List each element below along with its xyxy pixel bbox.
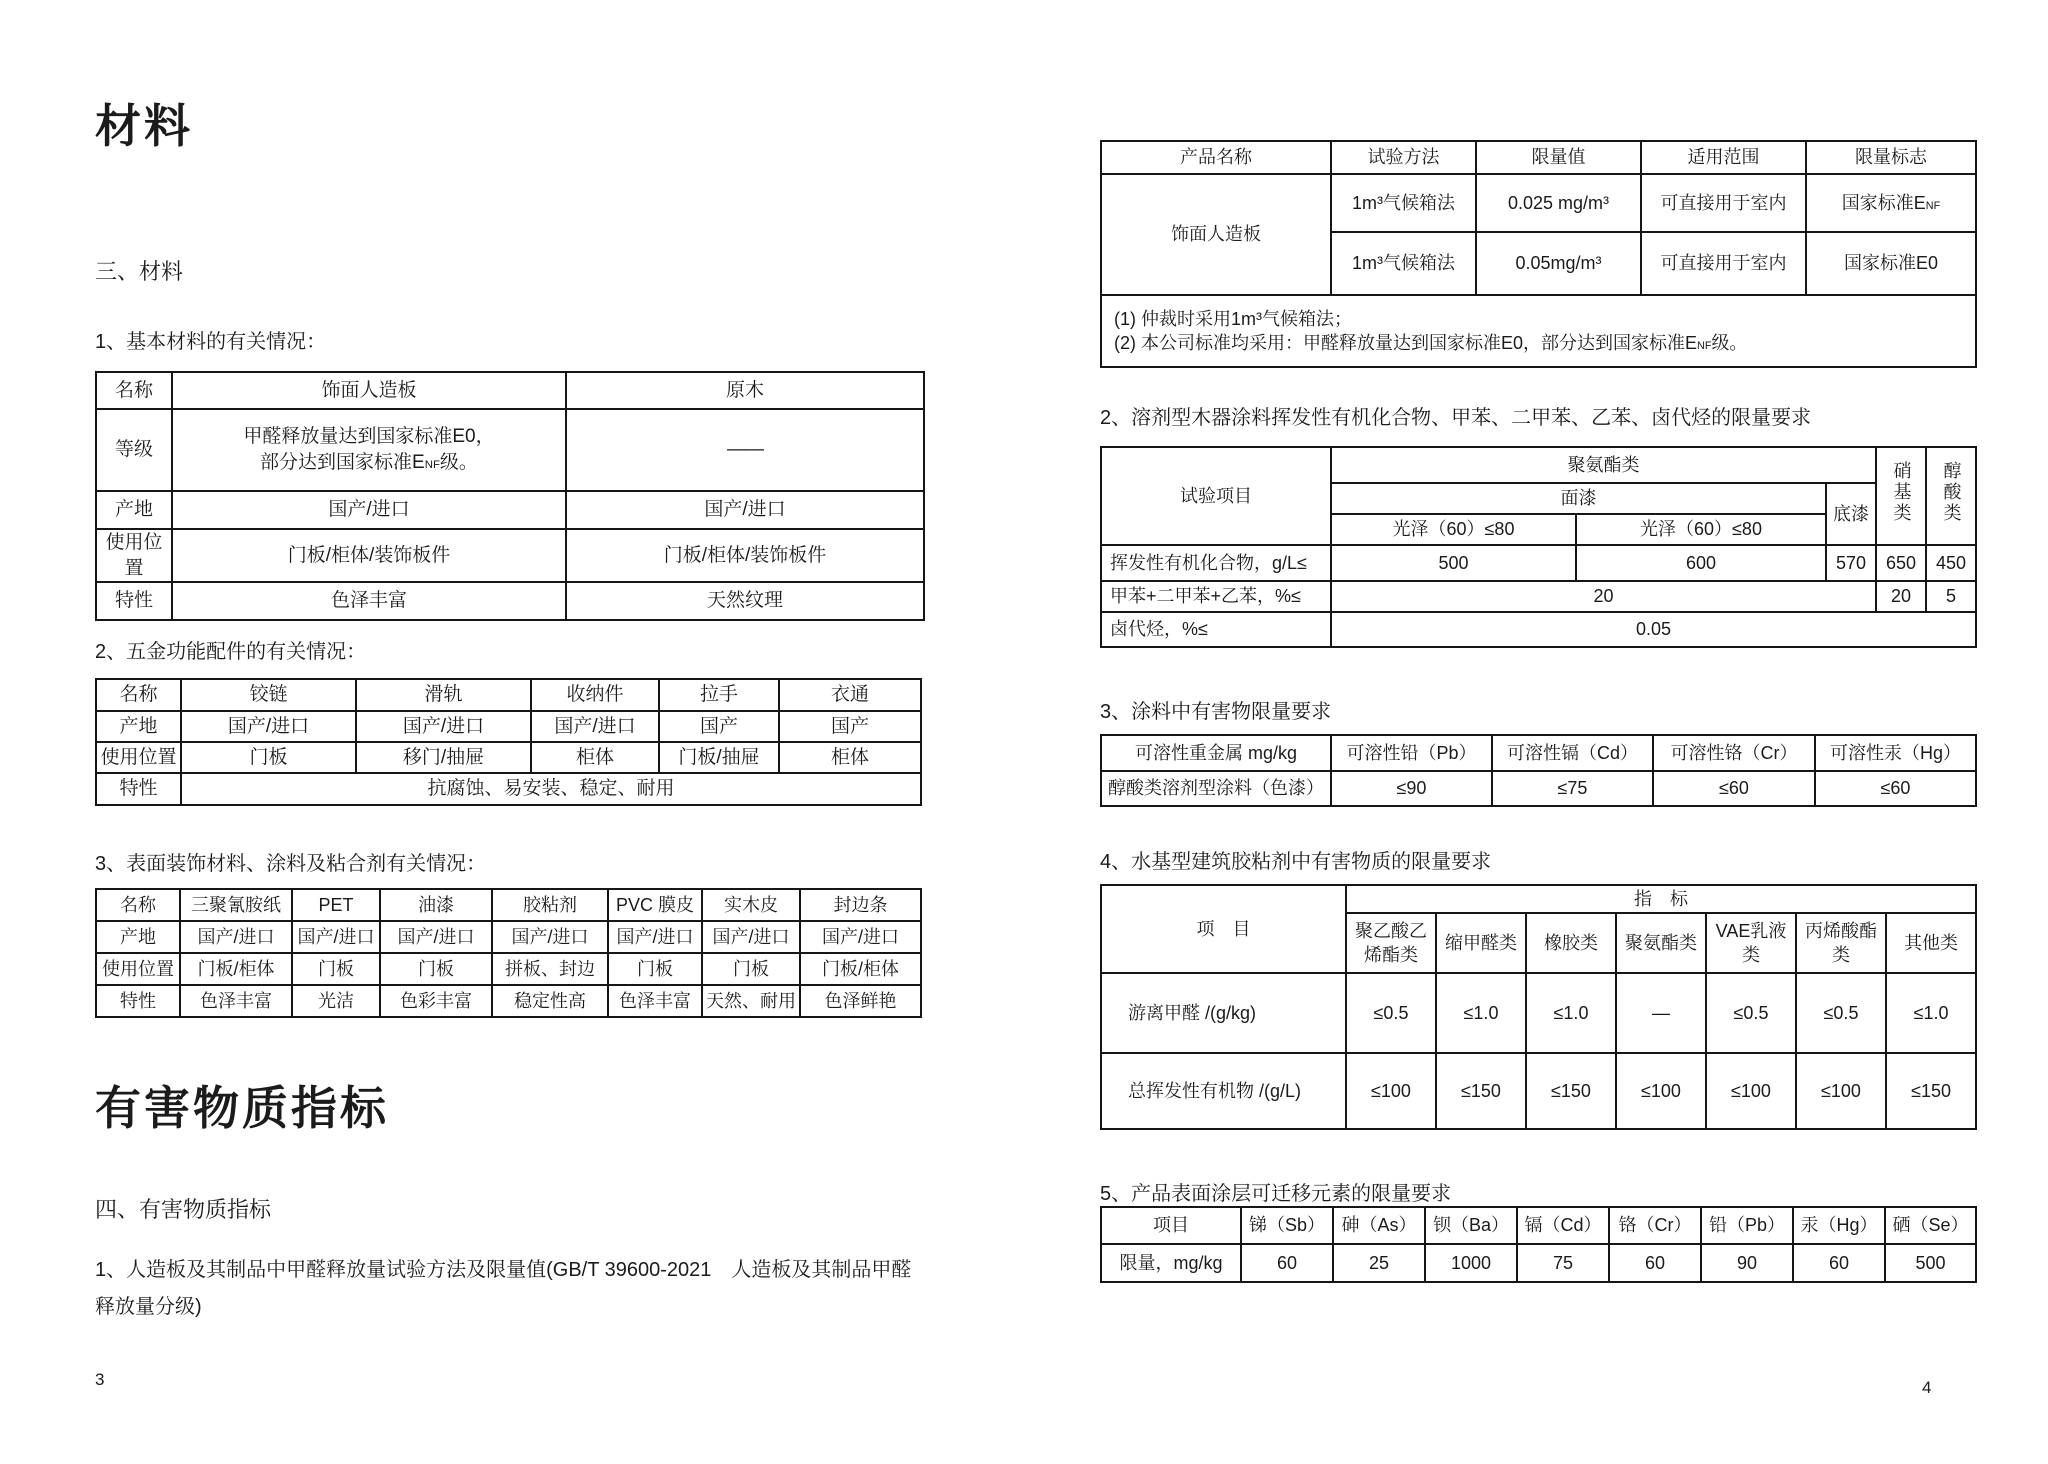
value-cell: 移门/抽屉 (356, 742, 531, 773)
col-header-cell: 试验方法 (1331, 141, 1476, 174)
table-row (96, 985, 921, 1017)
adhesive-table (1100, 884, 1977, 1130)
value-cell: ≤1.0 (1886, 973, 1976, 1053)
col-header-cell: 适用范围 (1641, 141, 1806, 174)
table-row (96, 372, 924, 409)
note-2 (1114, 331, 1963, 355)
col-header-cell: 硒（Se） (1885, 1207, 1976, 1244)
col-header-cell: 封边条 (800, 889, 921, 921)
grade-line-2-text: 部分达到国家标准E (260, 452, 425, 473)
value-cell: 国产/进口 (608, 921, 702, 953)
table-row (96, 921, 921, 953)
col-header-cell: 光泽（60）≤80 (1331, 514, 1576, 545)
table-row (1101, 581, 1976, 612)
page-number-right: 4 (1922, 1378, 1932, 1397)
value-cell: 国产/进口 (180, 921, 292, 953)
table-row (1101, 447, 1976, 483)
value-cell: ≤60 (1653, 771, 1815, 806)
value-cell: 抗腐蚀、易安装、稳定、耐用 (181, 773, 921, 805)
value-cell: 60 (1609, 1244, 1701, 1282)
coating-metals-title: 3、涂料中有害物限量要求 (1100, 701, 1332, 723)
section-3-heading: 三、材料 (95, 259, 184, 284)
value-cell: ≤0.5 (1706, 973, 1796, 1053)
col-header-cell: 名称 (96, 372, 172, 409)
value-cell: 光洁 (292, 985, 380, 1017)
value-cell: 天然、耐用 (702, 985, 800, 1017)
col-header-cell: 橡胶类 (1526, 913, 1616, 973)
hardware-table (95, 678, 922, 806)
table-row (1101, 545, 1976, 581)
row-label-cell: 等级 (96, 409, 172, 491)
mark-text: 国家标准E (1841, 192, 1926, 213)
table-notes-cell (1101, 295, 1976, 367)
grade-cell (172, 409, 566, 491)
value-cell: 拼板、封边 (492, 953, 608, 985)
value-cell: 60 (1793, 1244, 1885, 1282)
value-cell: 国产/进口 (566, 491, 924, 529)
value-cell: 90 (1701, 1244, 1793, 1282)
col-header-cell: 项 目 (1101, 885, 1346, 973)
table-row (1101, 612, 1976, 647)
value-cell: ≤150 (1526, 1053, 1616, 1129)
product-name-cell: 饰面人造板 (1101, 174, 1331, 295)
value-cell: 25 (1333, 1244, 1425, 1282)
value-cell: ≤100 (1346, 1053, 1436, 1129)
row-label-cell: 甲苯+二甲苯+乙苯，%≤ (1101, 581, 1331, 612)
nitro-vertical-label: 硝基类 (1891, 461, 1912, 525)
value-cell: 570 (1826, 545, 1876, 581)
table-row (96, 711, 921, 742)
page-number-left: 3 (95, 1370, 105, 1389)
value-cell: 门板 (292, 953, 380, 985)
value-cell: 门板 (181, 742, 356, 773)
value-cell: 0.025 mg/m³ (1476, 174, 1641, 232)
table-row (1101, 1207, 1976, 1244)
col-header-cell: 收纳件 (531, 679, 659, 711)
row-label-cell: 产地 (96, 711, 181, 742)
value-cell: 色泽鲜艳 (800, 985, 921, 1017)
value-cell: 600 (1576, 545, 1826, 581)
col-header-cell: 产品名称 (1101, 141, 1331, 174)
col-header-cell: 饰面人造板 (172, 372, 566, 409)
col-header-cell: 缩甲醛类 (1436, 913, 1526, 973)
row-label-cell: 产地 (96, 491, 172, 529)
col-header-cell: 光泽（60）≤80 (1576, 514, 1826, 545)
value-cell: 门板 (380, 953, 492, 985)
value-cell: 国产/进口 (172, 491, 566, 529)
col-header-cell: VAE乳液类 (1706, 913, 1796, 973)
value-cell: 国产/进口 (292, 921, 380, 953)
table-row (96, 491, 924, 529)
value-cell: ≤100 (1706, 1053, 1796, 1129)
value-cell: 可直接用于室内 (1641, 232, 1806, 295)
value-cell: 可直接用于室内 (1641, 174, 1806, 232)
value-cell: 500 (1331, 545, 1576, 581)
value-cell: ≤90 (1331, 771, 1492, 806)
row-label-cell: 挥发性有机化合物，g/L≤ (1101, 545, 1331, 581)
value-cell: 国家标准E0 (1806, 232, 1976, 295)
row-label-cell: 产地 (96, 921, 180, 953)
migratable-elements-table (1100, 1206, 1977, 1283)
section-4-heading: 四、有害物质指标 (95, 1197, 272, 1222)
formaldehyde-method-paragraph: 1、人造板及其制品中甲醛释放量试验方法及限量值(GB/T 39600-2021 人造板及其制品甲醛释放量分级) (95, 1259, 912, 1318)
col-header-cell: 汞（Hg） (1793, 1207, 1885, 1244)
col-header-cell: 砷（As） (1333, 1207, 1425, 1244)
table-row (1101, 141, 1976, 174)
value-cell: 1000 (1425, 1244, 1517, 1282)
col-header-cell: 可溶性铅（Pb） (1331, 735, 1492, 771)
note-2-subscript: NF (1697, 340, 1712, 352)
value-cell: 门板 (608, 953, 702, 985)
col-header-cell: 油漆 (380, 889, 492, 921)
value-cell: 门板/柜体/装饰板件 (566, 529, 924, 582)
value-cell: ≤150 (1436, 1053, 1526, 1129)
col-header-cell: 镉（Cd） (1517, 1207, 1609, 1244)
value-cell: 60 (1241, 1244, 1333, 1282)
col-header-cell: 衣通 (779, 679, 921, 711)
col-header-cell: 底漆 (1826, 483, 1876, 545)
col-header-cell: 可溶性镉（Cd） (1492, 735, 1653, 771)
col-header-cell: PVC 膜皮 (608, 889, 702, 921)
value-cell: 门板/柜体/装饰板件 (172, 529, 566, 582)
value-cell: ≤100 (1616, 1053, 1706, 1129)
table-row (1101, 771, 1976, 806)
value-cell: ≤0.5 (1346, 973, 1436, 1053)
col-header-cell: 锑（Sb） (1241, 1207, 1333, 1244)
value-cell: 20 (1331, 581, 1876, 612)
col-header-cell: 可溶性汞（Hg） (1815, 735, 1976, 771)
col-header-cell: 钡（Ba） (1425, 1207, 1517, 1244)
page-title-hazardous: 有害物质指标 (95, 1082, 389, 1134)
row-label-cell: 限量，mg/kg (1101, 1244, 1241, 1282)
col-header-cell: 铅（Pb） (1701, 1207, 1793, 1244)
col-header-cell: 可溶性重金属 mg/kg (1101, 735, 1331, 771)
value-cell: 柜体 (779, 742, 921, 773)
col-header-cell: 聚氨酯类 (1616, 913, 1706, 973)
mark-subscript: NF (1925, 199, 1941, 212)
coating-metals-table (1100, 734, 1977, 807)
mark-cell (1806, 174, 1976, 232)
value-cell: 650 (1876, 545, 1926, 581)
basic-materials-label: 1、基本材料的有关情况： (95, 331, 327, 353)
page-title-materials: 材料 (95, 100, 193, 152)
value-cell: — (1616, 973, 1706, 1053)
value-cell: 1m³气候箱法 (1331, 174, 1476, 232)
grade-line-2-tail: 级。 (439, 452, 478, 473)
value-cell: 20 (1876, 581, 1926, 612)
col-header-cell: 拉手 (659, 679, 779, 711)
col-header-cell: 铰链 (181, 679, 356, 711)
value-cell: 国产/进口 (356, 711, 531, 742)
solvent-voc-table (1100, 446, 1977, 648)
col-header-cell: 名称 (96, 679, 181, 711)
value-cell: 1m³气候箱法 (1331, 232, 1476, 295)
value-cell: 国产/进口 (531, 711, 659, 742)
adhesive-title: 4、水基型建筑胶粘剂中有害物质的限量要求 (1100, 851, 1492, 873)
col-header-cell: 丙烯酸酯类 (1796, 913, 1886, 973)
col-header-cell: 其他类 (1886, 913, 1976, 973)
col-header-cell: 滑轨 (356, 679, 531, 711)
table-row (96, 679, 921, 711)
value-cell: 5 (1926, 581, 1976, 612)
note-2-text: (2) 本公司标准均采用：甲醛释放量达到国家标准E0，部分达到国家标准E (1114, 333, 1698, 353)
row-label-cell: 卤代烃，%≤ (1101, 612, 1331, 647)
grade-subscript: NF (424, 459, 440, 471)
value-cell: 国产/进口 (380, 921, 492, 953)
col-header-cell: 名称 (96, 889, 180, 921)
table-row (1101, 1244, 1976, 1282)
row-label-cell: 特性 (96, 773, 181, 805)
value-cell: 国产 (779, 711, 921, 742)
note-1: (1) 仲裁时采用1m³气候箱法； (1114, 308, 1352, 329)
col-header-cell: 面漆 (1331, 483, 1826, 514)
value-cell: 门板/抽屉 (659, 742, 779, 773)
basic-materials-table (95, 371, 925, 621)
surface-materials-table (95, 888, 922, 1018)
col-header-cell: 铬（Cr） (1609, 1207, 1701, 1244)
value-cell: ≤1.0 (1526, 973, 1616, 1053)
value-cell: 500 (1885, 1244, 1976, 1282)
value-cell: 国产/进口 (181, 711, 356, 742)
value-cell: 国产 (659, 711, 779, 742)
col-header-cell: 原木 (566, 372, 924, 409)
row-label-cell: 使用位置 (96, 953, 180, 985)
value-cell: 色泽丰富 (608, 985, 702, 1017)
col-header-cell: 可溶性铬（Cr） (1653, 735, 1815, 771)
surface-materials-label: 3、表面装饰材料、涂料及粘合剂有关情况： (95, 853, 487, 875)
value-cell: 国产/进口 (800, 921, 921, 953)
table-row (96, 582, 924, 620)
col-header-cell: 指 标 (1346, 885, 1976, 913)
value-cell: 门板/柜体 (800, 953, 921, 985)
value-cell: 国产/进口 (492, 921, 608, 953)
row-label-cell: 使用位置 (96, 529, 172, 582)
table-row (1101, 973, 1976, 1053)
note-2-tail: 级。 (1711, 333, 1748, 353)
value-cell: 稳定性高 (492, 985, 608, 1017)
left-page (95, 0, 927, 1464)
value-cell: 75 (1517, 1244, 1609, 1282)
col-header-cell: PET (292, 889, 380, 921)
col-header-cell: 限量值 (1476, 141, 1641, 174)
value-cell: 450 (1926, 545, 1976, 581)
table-row (96, 529, 924, 582)
row-label-cell: 游离甲醛 /(g/kg) (1101, 973, 1346, 1053)
row-label-cell: 总挥发性有机物 /(g/L) (1101, 1053, 1346, 1129)
value-cell: 0.05 (1331, 612, 1976, 647)
value-cell: ≤75 (1492, 771, 1653, 806)
value-cell: 色泽丰富 (180, 985, 292, 1017)
value-cell: 天然纹理 (566, 582, 924, 620)
col-header-cell: 实木皮 (702, 889, 800, 921)
alkyd-vertical-label: 醇酸类 (1941, 461, 1962, 525)
table-row (1101, 735, 1976, 771)
value-cell: ≤100 (1796, 1053, 1886, 1129)
col-header-cell (1926, 447, 1976, 545)
table-row (96, 773, 921, 805)
col-header-cell: 试验项目 (1101, 447, 1331, 545)
value-cell: 门板 (702, 953, 800, 985)
row-label-cell: 特性 (96, 582, 172, 620)
row-label-cell: 醇酸类溶剂型涂料（色漆） (1101, 771, 1331, 806)
value-cell: 色泽丰富 (172, 582, 566, 620)
table-row (96, 742, 921, 773)
value-cell: 色彩丰富 (380, 985, 492, 1017)
value-cell: ≤150 (1886, 1053, 1976, 1129)
grade-line-2 (176, 450, 562, 476)
row-label-cell: 使用位置 (96, 742, 181, 773)
table-row (96, 953, 921, 985)
col-header-cell: 胶粘剂 (492, 889, 608, 921)
hardware-label: 2、五金功能配件的有关情况： (95, 641, 367, 663)
right-page (1100, 0, 1975, 1464)
formaldehyde-limit-table (1100, 140, 1977, 368)
grade-line-1: 甲醛释放量达到国家标准E0， (243, 426, 495, 448)
table-row (1101, 1053, 1976, 1129)
table-row (96, 889, 921, 921)
value-cell: ≤1.0 (1436, 973, 1526, 1053)
col-header-cell: 项目 (1101, 1207, 1241, 1244)
value-cell: 门板/柜体 (180, 953, 292, 985)
value-cell: ≤60 (1815, 771, 1976, 806)
value-cell: 0.05mg/m³ (1476, 232, 1641, 295)
row-label-cell: 特性 (96, 985, 180, 1017)
table-row (96, 409, 924, 491)
col-header-cell (1876, 447, 1926, 545)
empty-dash-cell: —— (566, 409, 924, 491)
value-cell: ≤0.5 (1796, 973, 1886, 1053)
table-row (1101, 174, 1976, 232)
table-row (1101, 885, 1976, 913)
value-cell: 国产/进口 (702, 921, 800, 953)
value-cell: 柜体 (531, 742, 659, 773)
solvent-voc-title: 2、溶剂型木器涂料挥发性有机化合物、甲苯、二甲苯、乙苯、卤代烃的限量要求 (1100, 407, 1812, 429)
col-header-cell: 聚乙酸乙烯酯类 (1346, 913, 1436, 973)
col-header-cell: 聚氨酯类 (1331, 447, 1876, 483)
table-row (1101, 295, 1976, 367)
col-header-cell: 限量标志 (1806, 141, 1976, 174)
migratable-elements-title: 5、产品表面涂层可迁移元素的限量要求 (1100, 1183, 1452, 1205)
col-header-cell: 三聚氰胺纸 (180, 889, 292, 921)
